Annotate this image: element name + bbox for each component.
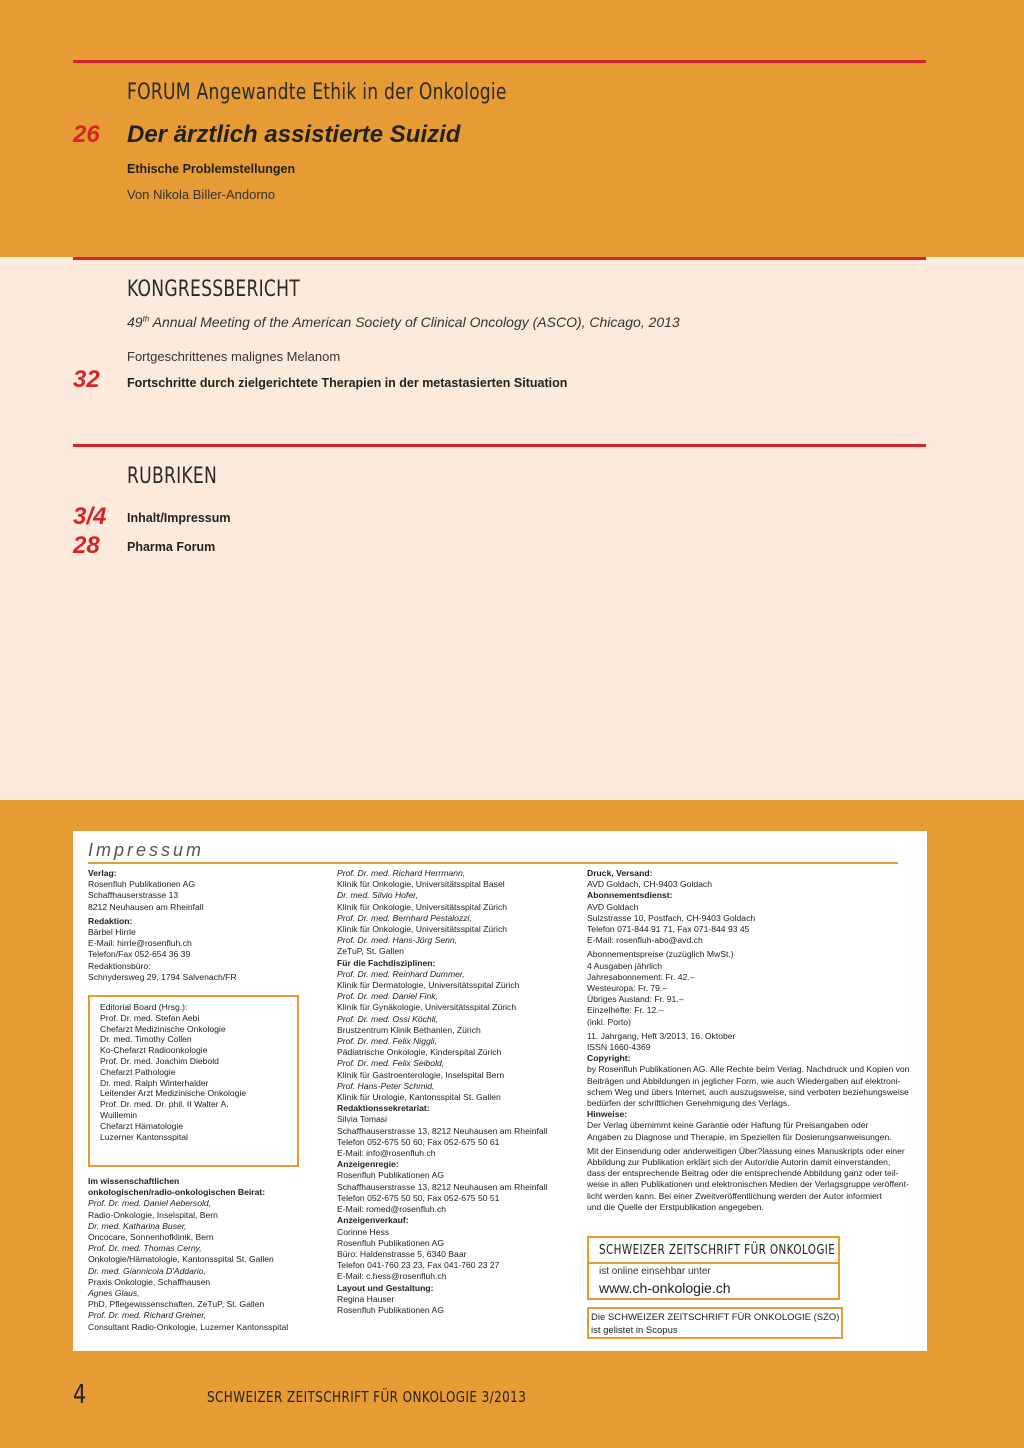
forum-page-number: 26: [73, 121, 100, 148]
impressum-col3: [587, 868, 909, 1213]
impressum-line: Editorial Board (Hrsg.):: [100, 1002, 188, 1012]
impressum-line: Dr. med. Giannicola D'Addario,: [88, 1265, 206, 1276]
impressum-line: bedürfen der schriftlichen Genehmigung des Verlags.: [587, 1098, 790, 1109]
impressum-line: Schnydersweg 29, 1794 Salvenach/FR: [88, 971, 237, 982]
impressum-line: Agnes Glaus,: [88, 1288, 140, 1299]
impressum-line: Prof. Dr. med. Thomas Cerny,: [88, 1243, 202, 1254]
impressum-line: Prof. Dr. med. Joachim Diebold: [100, 1055, 219, 1066]
scopus-line1: Die SCHWEIZER ZEITSCHRIFT FÜR ONKOLOGIE (SZO): [591, 1312, 840, 1323]
impressum-line: Klinik für Onkologie, Universitätsspital Zürich: [337, 901, 508, 912]
impressum-line: Schaffhauserstrasse 13, 8212 Neuhausen am Rheinfall: [337, 1181, 548, 1192]
section-rule: [73, 444, 926, 447]
impressum-line: Prof. Dr. med. Hans-Jörg Senn,: [337, 935, 458, 946]
impressum-line: Praxis Onkologie, Schaffhausen: [88, 1276, 211, 1287]
impressum-line: Abonnementspreise (zuzüglich MwSt.): [587, 949, 734, 960]
impressum-col2: [337, 868, 548, 1316]
impressum-line: Layout und Gestaltung:: [337, 1282, 434, 1293]
impressum-line: Druck, Versand:: [587, 868, 653, 878]
impressum-line: Redaktionsbüro:: [88, 960, 151, 971]
impressum-line: Wuillemin: [100, 1109, 138, 1120]
impressum-line: Telefon/Fax 052-654 36 39: [88, 949, 191, 960]
impressum-line: Radio-Onkologie, Inselspital, Bern: [88, 1209, 218, 1220]
editorial-board-box: [88, 995, 299, 1167]
impressum-line: schem Weg und übers Internet, auch auszugsweise, sind verboten beziehungsweise: [587, 1086, 909, 1097]
impressum-line: Sulzstrasse 10, Postfach, CH-9403 Goldach: [587, 912, 756, 923]
kongress-article-title[interactable]: Fortschritte durch zielgerichtete Therapien in der metastasierten Situation: [127, 376, 568, 390]
impressum-line: Telefon 071-844 91 71, Fax 071-844 93 45: [587, 924, 750, 935]
impressum-line: Luzerner Kantonsspital: [100, 1131, 188, 1142]
impressum-line: Pädiatrische Onkologie, Kinderspital Zürich: [337, 1047, 502, 1058]
impressum-rule: [88, 862, 898, 864]
impressum-line: onkologischen/radio-onkologischen Beirat:: [88, 1187, 266, 1198]
impressum-line: Rosenfluh Publikationen AG: [337, 1237, 445, 1248]
impressum-line: Abbildung zur Publikation erklärt sich der Autor/die Autorin damit einverstanden,: [587, 1157, 891, 1168]
impressum-line: Klinik für Dermatologie, Universitätsspital Zürich: [337, 980, 520, 991]
impressum-line: Büro: Haldenstrasse 5, 6340 Baar: [337, 1248, 467, 1259]
impressum-line: Prof. Dr. med. Daniel Fink,: [337, 991, 438, 1002]
impressum-line: Anzeigenverkauf:: [337, 1215, 409, 1226]
impressum-line: Telefon 052-675 50 50, Fax 052-675 50 51: [337, 1192, 500, 1203]
impressum-line: Klinik für Onkologie, Universitätsspital Zürich: [337, 924, 508, 935]
impressum-line: Brustzentrum Klinik Bethanien, Zürich: [337, 1024, 481, 1035]
section-rule: [73, 257, 926, 260]
impressum-line: 4 Ausgaben jährlich: [587, 960, 663, 971]
impressum-line: Leitender Arzt Medizinische Onkologie: [100, 1088, 247, 1099]
impressum-col1: [88, 868, 237, 983]
impressum-line: Prof. Dr. med. Felix Seibold,: [337, 1058, 445, 1069]
impressum-line: Onkologie/Hämatologie, Kantonsspital St. Gallen: [88, 1254, 274, 1265]
impressum-line: Chefarzt Hämatologie: [100, 1120, 184, 1131]
rubriken-item-pharma[interactable]: Pharma Forum: [127, 540, 216, 554]
szo-url-link[interactable]: www.ch-onkologie.ch: [599, 1280, 731, 1296]
impressum-line: ZeTuP, St. Gallen: [337, 946, 404, 957]
impressum-line: ISSN 1660-4369: [587, 1042, 651, 1053]
kongress-topic: Fortgeschrittenes malignes Melanom: [127, 349, 341, 364]
impressum-line: Klinik für Gastroenterologie, Inselspital Bern: [337, 1069, 505, 1080]
impressum-line: Corinne Hess: [337, 1226, 390, 1237]
impressum-line: Schaffhauserstrasse 13, 8212 Neuhausen am Rheinfall: [337, 1125, 548, 1136]
kongress-band: [0, 257, 1024, 800]
impressum-line: Dr. med. Silvio Hofer,: [337, 890, 418, 901]
impressum-line: Abonnementsdienst:: [587, 890, 673, 901]
impressum-line: Beiträgen und Abbildungen in jeglicher Form, wie auch Wiedergaben auf elektroni-: [587, 1075, 901, 1086]
kongress-page-number: 32: [73, 366, 100, 393]
impressum-line: Prof. Dr. med. Richard Herrmann,: [337, 868, 466, 878]
scopus-box: [587, 1307, 843, 1339]
impressum-line: licht werden kann. Bei einer Zweitveröffentlichung werden der Autor informiert: [587, 1190, 883, 1201]
impressum-line: Der Verlag übernimmt keine Garantie oder Haftung für Preisangaben oder: [587, 1120, 869, 1131]
szo-separator: [589, 1262, 838, 1264]
impressum-line: Dr. med. Timothy Collen: [100, 1034, 192, 1045]
forum-article-author: Von Nikola Biller-Andorno: [127, 187, 276, 202]
impressum-line: Dr. med. Katharina Buser,: [88, 1220, 187, 1231]
impressum-line: Chefarzt Pathologie: [100, 1066, 176, 1077]
impressum-line: Prof. Dr. med. Stefan Aebi: [100, 1012, 200, 1023]
impressum-line: Im wissenschaftlichen: [88, 1176, 180, 1186]
impressum-line: Prof. Dr. med. Bernhard Pestalozzi,: [337, 912, 472, 923]
impressum-line: Prof. Dr. med. Felix Niggli,: [337, 1036, 437, 1047]
impressum-line: Rosenfluh Publikationen AG: [337, 1170, 445, 1181]
impressum-line: Westeuropa: Fr. 79.–: [587, 983, 668, 994]
impressum-line: Bärbel Hirrle: [88, 927, 136, 938]
impressum-line: AVD Goldach, CH-9403 Goldach: [587, 879, 712, 890]
kongress-section-title: KONGRESSBERICHT: [127, 277, 300, 302]
impressum-line: Einzelhefte: Fr. 12.–: [587, 1005, 664, 1016]
impressum-heading: Impressum: [88, 840, 205, 860]
impressum-line: Rosenfluh Publikationen AG: [337, 1304, 445, 1315]
szo-online-text: ist online einsehbar unter: [599, 1266, 711, 1277]
impressum-line: Angaben zu Diagnose und Therapie, im Speziellen für Dosierungsanweisungen.: [587, 1131, 892, 1142]
impressum-line: Regina Hauser: [337, 1293, 395, 1304]
impressum-line: Hinweise:: [587, 1109, 628, 1120]
forum-section-title: FORUM Angewandte Ethik in der Onkologie: [127, 80, 507, 105]
impressum-line: Telefon 052-675 50 60, Fax 052-675 50 61: [337, 1136, 500, 1147]
impressum-line: Redaktion:: [88, 915, 133, 926]
impressum-line: Ko-Chefarzt Radioonkologie: [100, 1045, 208, 1056]
section-rule: [73, 60, 926, 63]
impressum-line: PhD, Pflegewissenschaften, ZeTuP, St. Gallen: [88, 1299, 265, 1310]
impressum-line: E-Mail: hirrle@rosenfluh.ch: [88, 938, 192, 949]
impressum-line: Chefarzt Medizinische Onkologie: [100, 1023, 226, 1034]
rubriken-section-title: RUBRIKEN: [127, 464, 218, 489]
impressum-beirat: [88, 1176, 288, 1333]
impressum-line: E-Mail: info@rosenfluh.ch: [337, 1148, 436, 1159]
impressum-line: Prof. Dr. med. Ossi Köchli,: [337, 1013, 438, 1024]
footer-journal-title: SCHWEIZER ZEITSCHRIFT FÜR ONKOLOGIE 3/2013: [207, 1388, 527, 1406]
impressum-line: Prof. Dr. med. Dr. phil. II Walter A.: [100, 1099, 229, 1110]
impressum-line: Klinik für Onkologie, Universitätsspital Basel: [337, 879, 505, 890]
impressum-line: Mit der Einsendung oder anderweitigen Über?lassung eines Manuskripts oder einer: [587, 1145, 905, 1156]
forum-article-title[interactable]: Der ärztlich assistierte Suizid: [127, 121, 461, 148]
impressum-line: E-Mail: rosenfluh-abo@avd.ch: [587, 935, 703, 946]
impressum-line: 11. Jahrgang, Heft 3/2013, 16. Oktober: [587, 1030, 736, 1041]
forum-article-subtitle: Ethische Problemstellungen: [127, 162, 296, 176]
impressum-line: Copyright:: [587, 1053, 631, 1064]
impressum-line: weise in allen Publikationen und elektronischen Medien der Verlagsgruppe veröffent-: [587, 1179, 909, 1190]
impressum-line: by Rosenfluh Publikationen AG. Alle Rechte beim Verlag. Nachdruck und Kopien von: [587, 1064, 910, 1075]
impressum-line: Prof. Dr. med. Daniel Aebersold,: [88, 1198, 212, 1209]
rubriken-page-number: 28: [73, 532, 100, 559]
impressum-line: Anzeigenregie:: [337, 1159, 399, 1170]
scopus-line2: ist gelistet in Scopus: [591, 1325, 678, 1336]
impressum-line: Telefon 041-760 23 23, Fax 041-760 23 27: [337, 1260, 500, 1271]
szo-title: SCHWEIZER ZEITSCHRIFT FÜR ONKOLOGIE: [599, 1243, 836, 1258]
impressum-line: Für die Fachdisziplinen:: [337, 957, 436, 968]
impressum-line: dass der entsprechende Beitrag oder die entsprechende Abbildung ganz oder teil-: [587, 1168, 899, 1179]
impressum-line: E-Mail: romed@rosenfluh.ch: [337, 1204, 447, 1215]
kongress-meeting-line: 49th Annual Meeting of the American Society of Clinical Oncology (ASCO), Chicago, 2013: [127, 314, 680, 330]
impressum-line: Übriges Ausland: Fr. 91.–: [587, 994, 684, 1005]
impressum-line: Jahresabonnement: Fr. 42.–: [587, 971, 695, 982]
impressum-line: Verlag:: [88, 868, 117, 878]
rubriken-item-inhalt[interactable]: Inhalt/Impressum: [127, 511, 231, 525]
impressum-line: 8212 Neuhausen am Rheinfall: [88, 901, 204, 912]
impressum-line: (inkl. Porto): [587, 1016, 631, 1027]
impressum-line: Prof. Hans-Peter Schmid,: [337, 1080, 435, 1091]
impressum-line: Dr. med. Ralph Winterhalder: [100, 1077, 209, 1088]
impressum-line: Silvia Tomasi: [337, 1114, 387, 1125]
rubriken-page-number: 3/4: [73, 503, 107, 530]
impressum-line: Prof. Dr. med. Reinhard Dummer,: [337, 968, 465, 979]
impressum-line: Klinik für Urologie, Kantonsspital St. Gallen: [337, 1092, 501, 1103]
impressum-line: AVD Goldach: [587, 901, 639, 912]
impressum-line: Prof. Dr. med. Richard Greiner,: [88, 1310, 207, 1321]
impressum-line: Schaffhauserstrasse 13: [88, 890, 179, 901]
impressum-line: Redaktionssekretariat:: [337, 1103, 430, 1114]
szo-online-box: [587, 1236, 840, 1300]
impressum-line: Rosenfluh Publikationen AG: [88, 879, 196, 890]
impressum-line: und die Quelle der Erstpublikation angegeben.: [587, 1201, 764, 1212]
impressum-line: Consultant Radio-Onkologie, Luzerner Kantonsspital: [88, 1321, 289, 1332]
footer-page-number: 4: [73, 1380, 87, 1410]
impressum-line: Oncocare, Sonnenhofklinik, Bern: [88, 1232, 214, 1243]
impressum-line: E-Mail: c.hess@rosenfluh.ch: [337, 1271, 447, 1282]
impressum-line: Klinik für Gynäkologie, Universitätsspital Zürich: [337, 1002, 517, 1013]
